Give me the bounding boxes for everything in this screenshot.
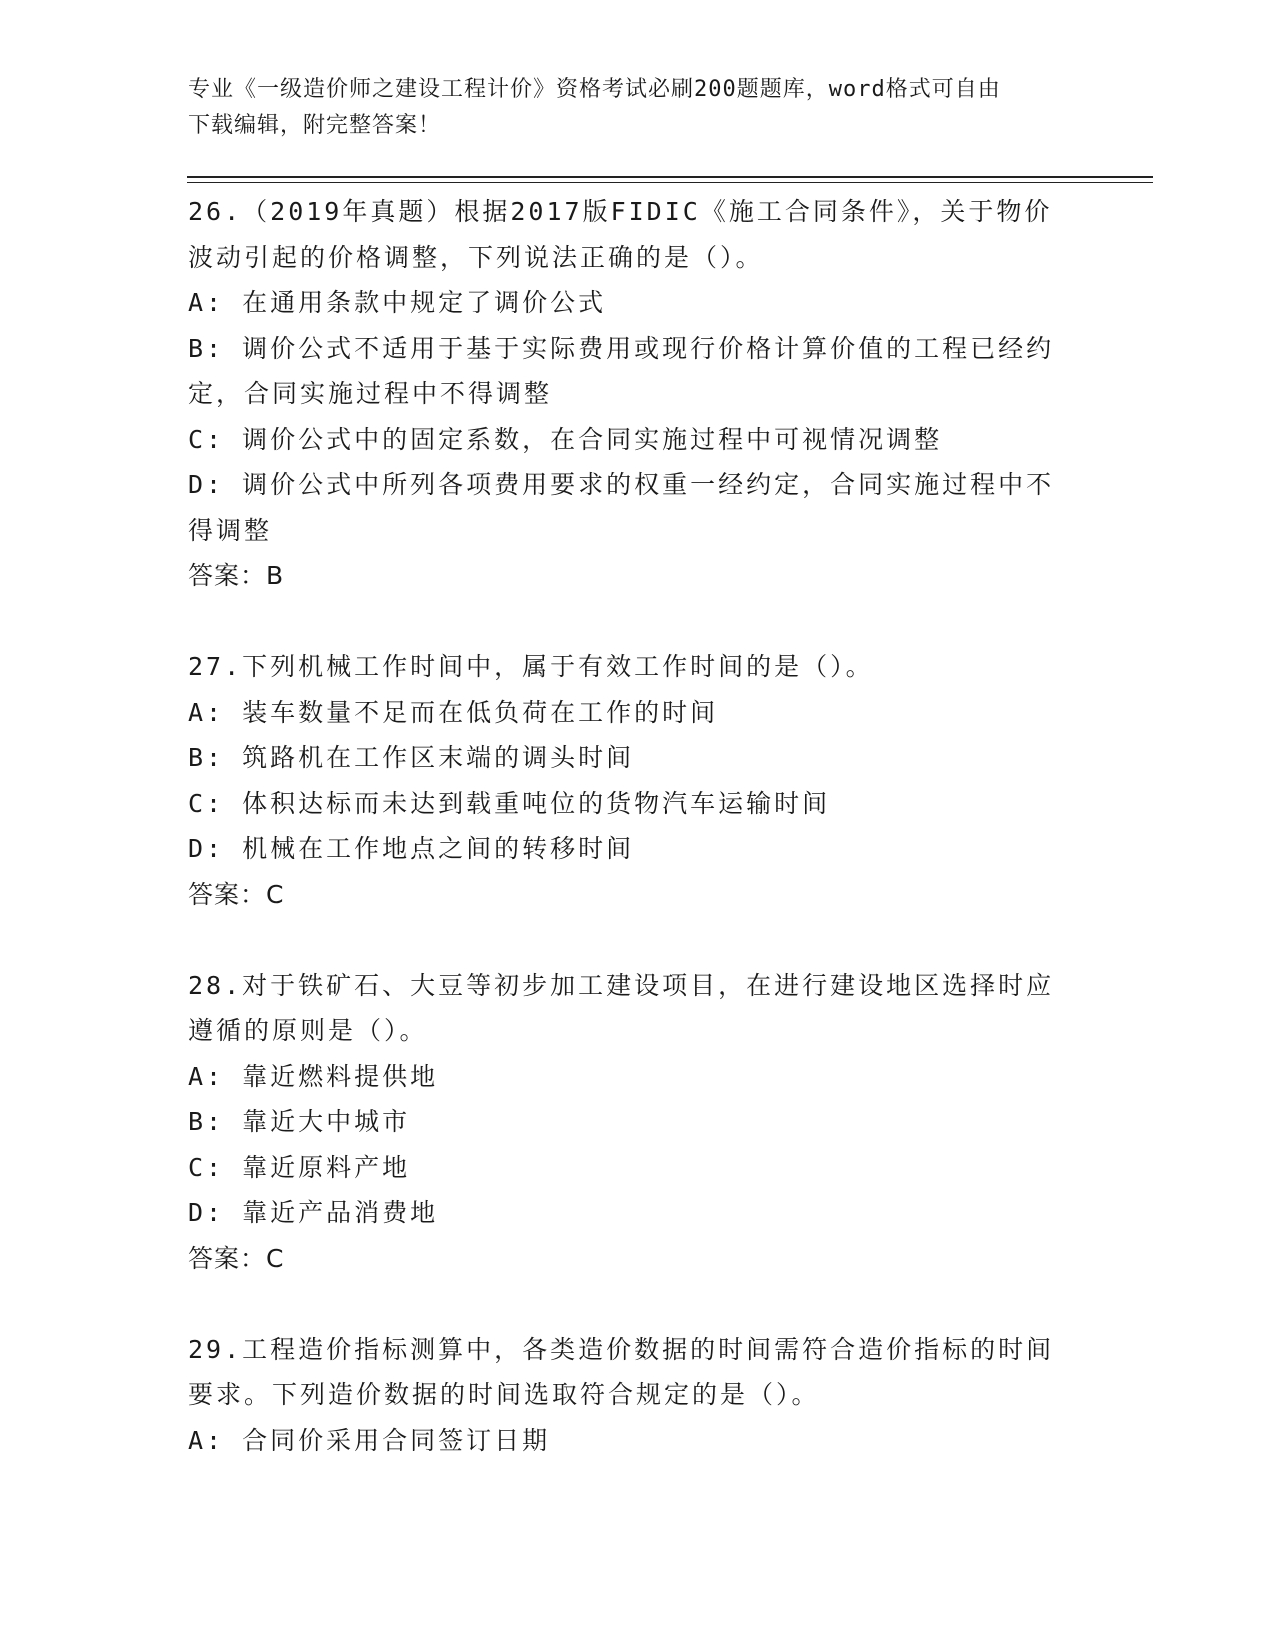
question-stem: 27.下列机械工作时间中，属于有效工作时间的是（）。 bbox=[188, 652, 874, 681]
question-26 bbox=[188, 189, 1088, 599]
question-list bbox=[188, 189, 1088, 1463]
option-d: D: 靠近产品消费地 bbox=[188, 1198, 439, 1227]
spacer bbox=[188, 1281, 1088, 1327]
option-d-cont: 得调整 bbox=[188, 515, 273, 545]
question-28 bbox=[188, 963, 1088, 1282]
question-stem: 遵循的原则是（）。 bbox=[188, 1016, 428, 1045]
header-divider-thick bbox=[187, 176, 1153, 178]
option-a: A: 装车数量不足而在低负荷在工作的时间 bbox=[188, 697, 719, 727]
option-b: B: 调价公式不适用于基于实际费用或现行价格计算价值的工程已经约 bbox=[188, 333, 1055, 363]
answer-label: 答案：B bbox=[188, 561, 285, 590]
option-d: D: 调价公式中所列各项费用要求的权重一经约定，合同实施过程中不 bbox=[188, 470, 1055, 499]
option-d: D: 机械在工作地点之间的转移时间 bbox=[188, 834, 635, 863]
question-29 bbox=[188, 1327, 1088, 1464]
option-b: B: 筑路机在工作区末端的调头时间 bbox=[188, 743, 635, 772]
question-stem: 26.（2019年真题）根据2017版FIDIC《施工合同条件》，关于物价 bbox=[188, 197, 1053, 226]
option-a: A: 靠近燃料提供地 bbox=[188, 1061, 439, 1091]
answer-label: 答案：C bbox=[188, 879, 285, 909]
option-a: A: 合同价采用合同签订日期 bbox=[188, 1425, 551, 1455]
page-header bbox=[188, 72, 1088, 144]
question-stem: 波动引起的价格调整，下列说法正确的是（）。 bbox=[188, 242, 764, 272]
answer-label: 答案：C bbox=[188, 1243, 285, 1273]
option-b: B: 靠近大中城市 bbox=[188, 1107, 411, 1136]
option-c: C: 体积达标而未达到载重吨位的货物汽车运输时间 bbox=[188, 788, 831, 818]
question-stem: 要求。下列造价数据的时间选取符合规定的是（）。 bbox=[188, 1380, 820, 1409]
question-27 bbox=[188, 644, 1088, 917]
header-line: 下载编辑，附完整答案！ bbox=[188, 113, 442, 138]
header-line: 专业《一级造价师之建设工程计价》资格考试必刷200题题库，word格式可自由 bbox=[188, 77, 1001, 102]
option-a: A: 在通用条款中规定了调价公式 bbox=[188, 288, 607, 317]
question-stem: 28.对于铁矿石、大豆等初步加工建设项目，在进行建设地区选择时应 bbox=[188, 970, 1055, 1000]
header-divider-thin bbox=[187, 182, 1153, 183]
option-b-cont: 定，合同实施过程中不得调整 bbox=[188, 379, 553, 408]
option-c: C: 调价公式中的固定系数，在合同实施过程中可视情况调整 bbox=[188, 424, 943, 454]
option-c: C: 靠近原料产地 bbox=[188, 1152, 411, 1182]
question-stem: 29.工程造价指标测算中，各类造价数据的时间需符合造价指标的时间 bbox=[188, 1334, 1055, 1364]
spacer bbox=[188, 917, 1088, 963]
spacer bbox=[188, 599, 1088, 645]
